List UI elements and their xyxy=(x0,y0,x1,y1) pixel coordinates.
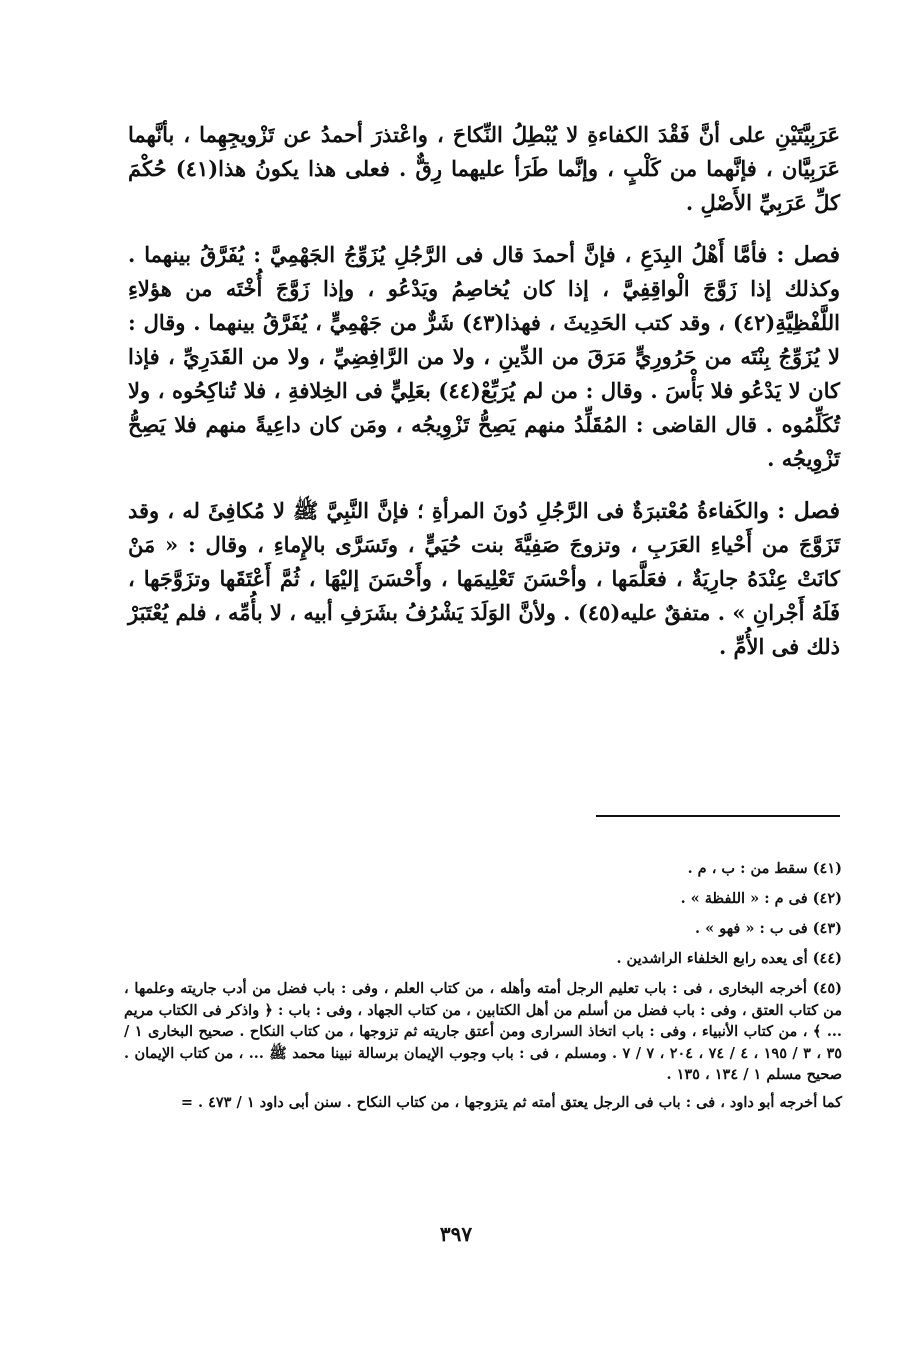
footnote-45-continued: كما أخرجه أبو داود ، فى : باب فى الرجل يعتق أمته ثم يتزوجها ، من كتاب النكاح . سنن أبى داود ١ / ٤٧٣ . = xyxy=(180,1093,842,1111)
page-number: ٣٩٧ xyxy=(439,1222,473,1246)
paragraph-3 xyxy=(128,494,840,664)
section-lead: فصل : xyxy=(776,242,841,268)
footnotes xyxy=(124,858,842,1122)
paragraph-text: عَرَبِيَّتَيْنِ على أنَّ فَقْدَ الكفاءةِ لا يُبْطِلُ النِّكاحَ ، واعْتذرَ أحمدُ عن تَزْويجِهِما ، بأنَّهما عَرَبِيَّان ، فإنَّهما من كَلْبٍ ، وإنَّما طَرَأ عليهما رِقٌّ . فعلى هذا يكونُ هذا(٤١) حُكْمَ كلِّ عَرَبِيِّ الأَصْلِ . xyxy=(128,122,841,215)
paragraph-2 xyxy=(128,238,840,476)
paragraph-text: فأمَّا أَهْلُ البِدَعِ ، فإنَّ أحمدَ قال فى الرَّجُلِ يُزَوِّجُ الجَهْمِيَّ : يُفَرَّقُ بينهما . وكذلك إذا زَوَّجَ الْواقِفِيَّ ، إذا كان يُخاصِمُ ويَدْعُو ، وإذا زَوَّجَ أُخْتَه من هؤلاءِ اللَّفْظِيَّةِ(٤٢) ، وقد كتب الحَدِيثَ ، فهذا(٤٣) شَرٌّ من جَهْمِيٍّ ، يُفَرَّقُ بينهما . وقال : لا يُزَوِّجُ بِنْتَه من حَرُورِيٍّ مَرَقَ من الدِّينِ ، ولا من الرَّافِضِيِّ ، ولا من القَدَرِيِّ ، فإذا كان لا يَدْعُو فلا بَأْسَ . وقال : من لم يُرَبِّعْ(٤٤) بعَلِيٍّ فى الخِلافةِ ، فلا تُناكِحُوه ، ولا تُكَلِّمُوه . قال القاضى : المُقَلِّدُ منهم يَصِحُّ تَزْوِيجُه ، ومَن كان داعِيةً منهم فلا يَصِحُّ تَزْوِيجُه . xyxy=(128,242,840,471)
paragraph-1 xyxy=(128,118,840,220)
paragraph-text: والكَفاءةُ مُعْتبرَةٌ فى الرَّجُلِ دُونَ المرأةِ ؛ فإنَّ النَّبِيَّ ﷺ لا مُكافِئَ له ، وقد تَزَوَّجَ من أَحْياءِ العَرَبِ ، وتزوجَ صَفِيَّةَ بنت حُيَيٍّ ، وتَسَرَّى بالإِماءِ ، وقال : « مَنْ كانَتْ عِنْدَهُ جارِيَةٌ ، فعَلَّمَها ، وأحْسَنَ تَعْلِيمَها ، وأَحْسَنَ إليْهَا ، ثُمَّ أَعْتَقَها وتزَوَّجَها ، فَلَهُ أَجْرانِ » . متفقٌ عليه(٤٥) . ولأنَّ الوَلَدَ يَشْرُفُ بشَرَفِ أبيه ، لا بأُمِّه ، فلم يُعْتَبَرْ ذلك فى الأُمِّ . xyxy=(128,498,841,659)
footnote-42: (٤٢) فى م : « اللفظة » . xyxy=(680,890,842,907)
footnote-41: (٤١) سقط من : ب ، م . xyxy=(687,860,842,877)
footnote-45: (٤٥) أخرجه البخارى ، فى : باب تعليم الرجل أمته وأهله ، من كتاب العلم ، وفى : باب فضل من أدب جاريته وعلمها ، من كتاب العتق ، وفى : باب فضل من أسلم من أهل الكتابين ، من كتاب الجهاد ، وفى : باب : ﴿ واذكر فى الكتاب مريم ... ﴾ ، من كتاب الأنبياء ، وفى : باب اتخاذ السرارى ومن أعتق جاريته ثم تزوجها ، من كتاب النكاح . صحيح البخارى ١ / ٣٥ ، ٣ / ١٩٥ ، ٤ / ٧٤ ، ٢٠٤ ، ٧ / ٧ . ومسلم ، فى : باب وجوب الإيمان برسالة نبينا محمد ﷺ ... ، من كتاب الإيمان . صحيح مسلم ١ / ١٣٤ ، ١٣٥ . xyxy=(124,980,843,1083)
main-text xyxy=(128,118,840,682)
footnote-43: (٤٣) فى ب : « فهو » . xyxy=(695,920,842,937)
footnote-separator xyxy=(596,815,840,817)
section-lead: فصل : xyxy=(777,498,840,524)
footnote-44: (٤٤) أى يعده رابع الخلفاء الراشدين . xyxy=(616,950,842,967)
